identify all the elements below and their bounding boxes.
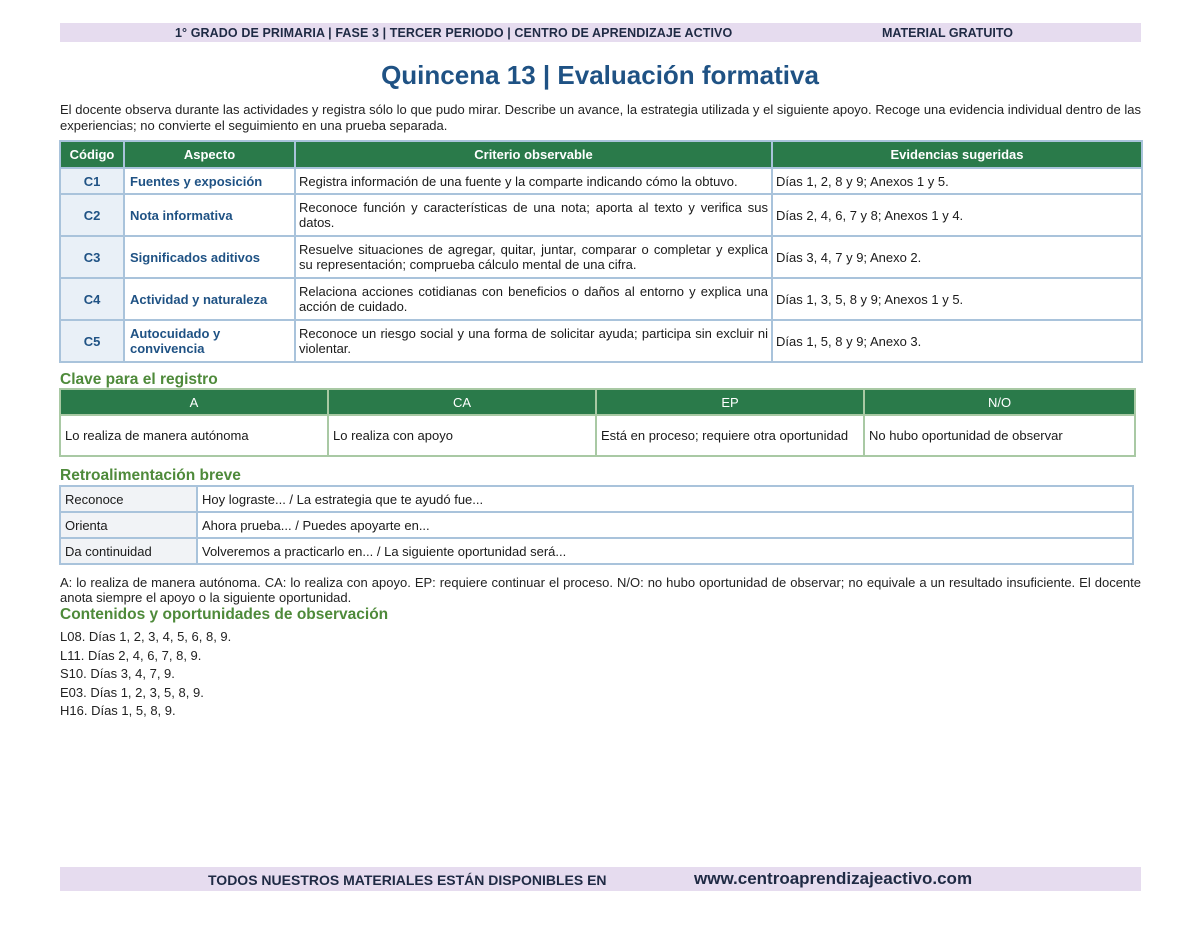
criterion-code: C5: [60, 320, 124, 362]
contents-section-heading: Contenidos y oportunidades de observación: [60, 606, 389, 623]
contents-list: [60, 628, 231, 721]
list-item: E03. Días 1, 2, 3, 5, 8, 9.: [60, 684, 204, 700]
list-item: S10. Días 3, 4, 7, 9.: [60, 666, 175, 681]
table-row: [60, 278, 1142, 320]
header-evidence: Evidencias sugeridas: [772, 141, 1142, 168]
key-value-no: No hubo oportunidad de observar: [864, 415, 1135, 456]
feedback-label: Orienta: [60, 512, 197, 538]
criterion-aspect: Nota informativa: [124, 194, 295, 236]
header-aspect: Aspecto: [124, 141, 295, 168]
banner-grade-info: 1° GRADO DE PRIMARIA | FASE 3 | TERCER PERIODO | CENTRO DE APRENDIZAJE ACTIVO: [175, 25, 733, 40]
key-header-no: N/O: [864, 389, 1135, 415]
top-banner: [60, 23, 1141, 42]
page-title: Quincena 13 | Evaluación formativa: [381, 60, 819, 90]
table-row: [60, 512, 1133, 538]
criterion-description: Registra información de una fuente y la comparte indicando cómo la obtuvo.: [295, 168, 772, 194]
table-row: [60, 194, 1142, 236]
criterion-aspect: Fuentes y exposición: [124, 168, 295, 194]
intro-paragraph: El docente observa durante las actividades y registra sólo lo que pudo mirar. Describe un avance, la estrategia utilizada y el siguiente apoyo. Recoge una evidencia individual dentro de las experiencias; no convierte el seguimiento en una prueba separada.: [60, 102, 1141, 133]
feedback-text: Ahora prueba... / Puedes apoyarte en...: [197, 512, 1133, 538]
header-criterion: Criterio observable: [295, 141, 772, 168]
criterion-description: Relaciona acciones cotidianas con beneficios o daños al entorno y explica una acción de cuidado.: [295, 278, 772, 320]
table-row: [60, 236, 1142, 278]
key-table: [59, 388, 1136, 457]
criterion-evidence: Días 2, 4, 6, 7 y 8; Anexos 1 y 4.: [772, 194, 1142, 236]
banner-free-material: MATERIAL GRATUITO: [882, 25, 1014, 40]
criterion-evidence: Días 1, 5, 8 y 9; Anexo 3.: [772, 320, 1142, 362]
criterion-code: C3: [60, 236, 124, 278]
list-item: L08. Días 1, 2, 3, 4, 5, 6, 8, 9.: [60, 629, 232, 644]
feedback-table: [59, 485, 1134, 565]
feedback-label: Reconoce: [60, 486, 197, 512]
criterion-evidence: Días 1, 2, 8 y 9; Anexos 1 y 5.: [772, 168, 1142, 194]
criterion-aspect: Significados aditivos: [124, 236, 295, 278]
key-section-heading: Clave para el registro: [60, 371, 218, 388]
criterion-evidence: Días 1, 3, 5, 8 y 9; Anexos 1 y 5.: [772, 278, 1142, 320]
criterion-description: Reconoce un riesgo social y una forma de solicitar ayuda; participa sin excluir ni violentar.: [295, 320, 772, 362]
list-item: L11. Días 2, 4, 6, 7, 8, 9.: [60, 647, 202, 663]
table-row: [60, 486, 1133, 512]
table-row: [60, 538, 1133, 564]
criteria-header-row: [60, 141, 1142, 168]
feedback-label: Da continuidad: [60, 538, 197, 564]
footer-url-link[interactable]: www.centroaprendizajeactivo.com: [694, 869, 973, 888]
table-row: [60, 320, 1142, 362]
key-header-ca: CA: [328, 389, 596, 415]
criterion-code: C1: [60, 168, 124, 194]
criterion-evidence: Días 3, 4, 7 y 9; Anexo 2.: [772, 236, 1142, 278]
table-row: [60, 168, 1142, 194]
header-code: Código: [60, 141, 124, 168]
criteria-table: [59, 140, 1143, 363]
key-explanation-note: A: lo realiza de manera autónoma. CA: lo realiza con apoyo. EP: requiere continuar el proceso. N/O: no hubo oportunidad de observar; no equivale a un resultado insuficiente. El docente anota siempre el apoyo o la siguiente oportunidad.: [60, 575, 1141, 605]
bottom-banner: [60, 867, 1141, 891]
key-value-a: Lo realiza de manera autónoma: [60, 415, 328, 456]
key-header-a: A: [60, 389, 328, 415]
criterion-aspect: Autocuidado y convivencia: [124, 320, 295, 362]
key-value-ep: Está en proceso; requiere otra oportunidad: [596, 415, 864, 456]
criterion-code: C2: [60, 194, 124, 236]
feedback-section-heading: Retroalimentación breve: [60, 467, 241, 484]
key-header-ep: EP: [596, 389, 864, 415]
feedback-text: Hoy lograste... / La estrategia que te ayudó fue...: [197, 486, 1133, 512]
criterion-description: Resuelve situaciones de agregar, quitar, juntar, comparar o completar y explica su representación; comprueba cálculo mental de una cifra.: [295, 236, 772, 278]
criterion-description: Reconoce función y características de una nota; aporta al texto y verifica sus datos.: [295, 194, 772, 236]
list-item: H16. Días 1, 5, 8, 9.: [60, 703, 176, 718]
key-values-row: [60, 415, 1135, 456]
footer-text: TODOS NUESTROS MATERIALES ESTÁN DISPONIBLES EN: [208, 872, 607, 888]
criterion-code: C4: [60, 278, 124, 320]
criterion-aspect: Actividad y naturaleza: [124, 278, 295, 320]
key-value-ca: Lo realiza con apoyo: [328, 415, 596, 456]
key-header-row: [60, 389, 1135, 415]
feedback-text: Volveremos a practicarlo en... / La siguiente oportunidad será...: [197, 538, 1133, 564]
